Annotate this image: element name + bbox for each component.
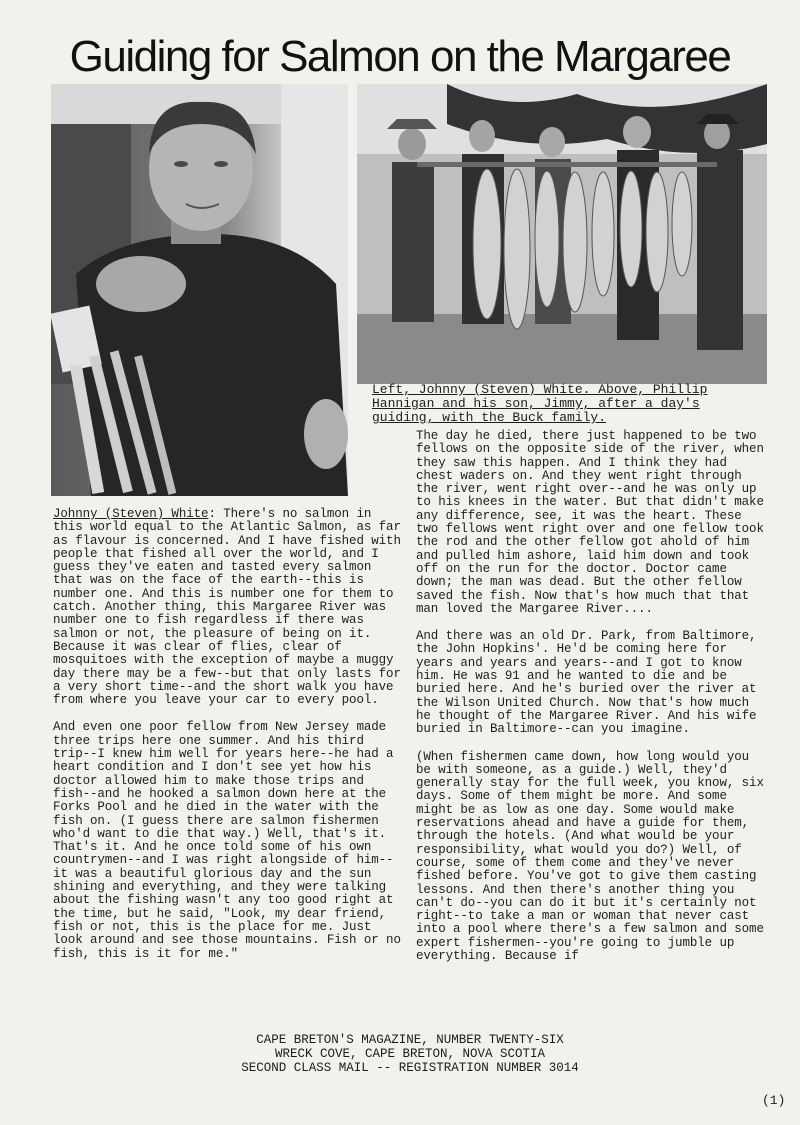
- photo-caption: [372, 383, 752, 425]
- paragraph: [53, 508, 403, 707]
- article-title: Guiding for Salmon on the Margaree: [69, 32, 731, 81]
- photo-caption-text: Left, Johnny (Steven) White. Above, Phillip Hannigan and his son, Jimmy, after a day's guiding, with the Buck family.: [372, 382, 708, 425]
- portrait-photo-image: [51, 84, 348, 496]
- footer-line: CAPE BRETON'S MAGAZINE, NUMBER TWENTY-SIX: [256, 1033, 564, 1047]
- footer-line: SECOND CLASS MAIL -- REGISTRATION NUMBER 3014: [241, 1061, 579, 1075]
- article-column-left: [53, 508, 403, 975]
- paragraph-text: : There's no salmon in this world equal to the Atlantic Salmon, as far as flavour is concerned. And I have fished with people that fished all over the world, and I guess they've eaten and tasted every salmon that was on the face of the earth--this is number one. And this is number one for them to catch. Another thing, this Margaree River was number one to fish regardless if there was salmon or not, the pleasure of being on it. Because it was clear of flies, clear of mosquitoes with the exception of maybe a muggy day there may be a few--but that only lasts for a very short time--and the short walk you have from where you leave your car to every pool.: [53, 507, 401, 708]
- paragraph: And there was an old Dr. Park, from Baltimore, the John Hopkins'. He'd be coming here for years and years and years--and I got to know him. He was 91 and he wanted to die and be buried here. And he's buried over the river at the Wilson United Church. Now that's how much he thought of the Margaree River. And his wife buried in Baltimore--can you imagine.: [416, 629, 757, 737]
- speaker-name: Johnny (Steven) White: [53, 507, 209, 521]
- portrait-photo: [51, 84, 348, 496]
- fishing-party-photo-image: [357, 84, 767, 384]
- footer-line: WRECK COVE, CAPE BRETON, NOVA SCOTIA: [274, 1047, 546, 1061]
- article-column-right: [416, 430, 766, 977]
- paragraph: (When fishermen came down, how long would you be with someone, as a guide.) Well, they'd generally stay for the full week, you know, six days. Some of them might be more. And some might be as low as one day. Some would make reservations ahead and have a guide for them, through the hotels. (And what would be your responsibility, what would you do?) Well, of course, some of them come and they've never fished before. You've got to give them casting lessons. And then there's another thing you can't do--you can do it but it's certainly not right--to take a man or woman that never cast into a pool where there's a few salmon and some expert fishermen--you're going to jumble up everything. Because if: [416, 749, 764, 963]
- paragraph: And even one poor fellow from New Jersey made three trips here one summer. And his third trip--I knew him well for years here--he had a heart condition and I don't see yet how his doctor allowed him to make those trips and fish--and he hooked a salmon down here at the Forks Pool and he died in the water with the fish on. (I guess there are salmon fishermen who'd want to die that way.) Well, that's it. That's it. And he once told some of his own countrymen--and I was right alongside of him--it was a beautiful glorious day and the sun shining and everything, and they were talking about the fishing wasn't any too good right at the time, but he said, "Look, my dear friend, fish or not, this is the place for me. Just look around and see those mountains. Fish or no fish, this is it for me.": [53, 720, 401, 961]
- magazine-footer: [150, 1033, 670, 1075]
- fishing-party-photo: [357, 84, 767, 384]
- page-number: (1): [762, 1093, 786, 1108]
- paragraph: The day he died, there just happened to be two fellows on the opposite side of the river, when they saw this happen. And I think they had chest waders on. And they went right through the river, went right over--and he was only up to his knees in the water. But that didn't make any difference, see, it was the heart. These two fellows went right over and one fellow took the rod and the other fellow got ahold of him and pulled him ashore, laid him down and took off on the run for the doctor. Doctor came down; the man was dead. But the other fellow saved the fish. Now that's how much that that man loved the Margaree River....: [416, 429, 764, 616]
